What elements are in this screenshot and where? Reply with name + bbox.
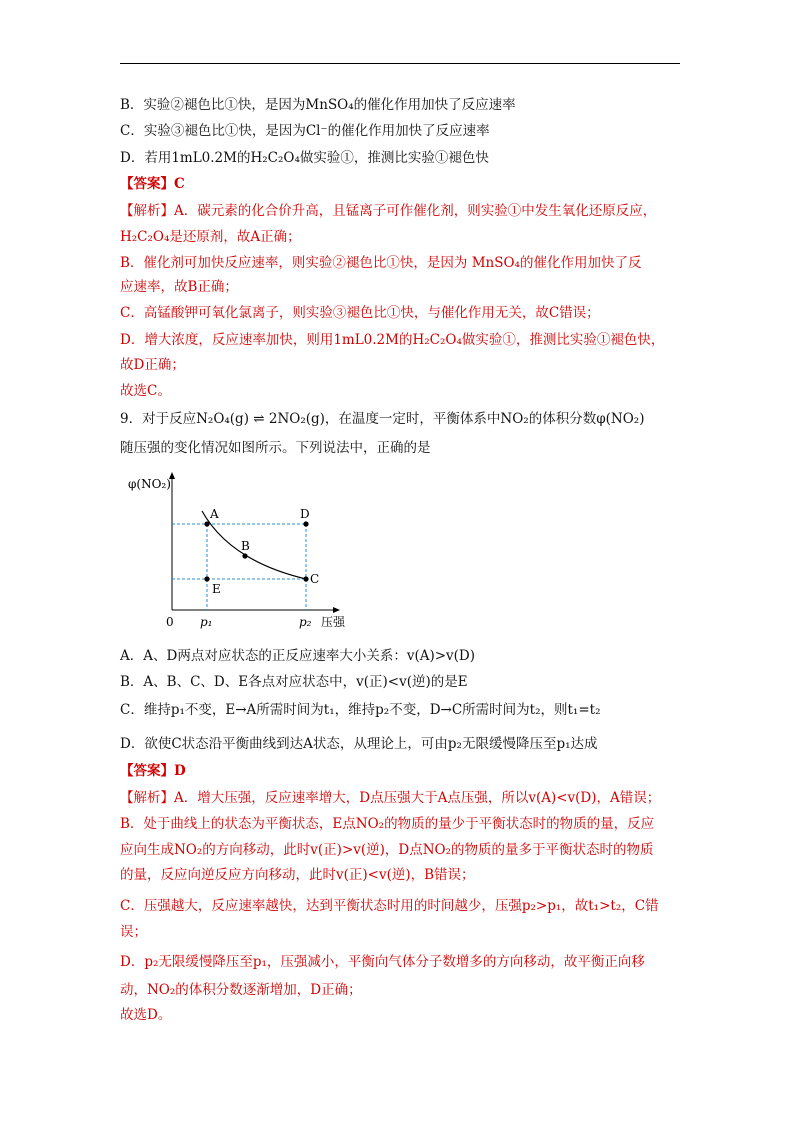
point-c (303, 576, 308, 581)
q8-analysis-line-6: D．增大浓度，反应速率加快，则用1mL0.2M的H₂C₂O₄做实验①，推测比实验①褪色快， (120, 332, 665, 348)
equilibrium-curve (202, 511, 306, 579)
q9-analysis-line-4: 的量，反应向逆反应方向移动，此时v(正)<v(逆)，B错误； (120, 867, 475, 883)
x-axis-arrow (333, 607, 340, 613)
q9-analysis-line-5: C．压强越大，反应速率越快，达到平衡状态时用的时间越少，压强p₂>p₁，故t₁>t₂，C错 (120, 898, 659, 914)
label-a: A (210, 507, 219, 521)
q8-analysis-line-7: 故D正确； (120, 357, 185, 373)
p1-tick-label: p₁ (200, 615, 213, 629)
label-c: C (310, 572, 320, 586)
q8-answer: 【答案】C (120, 176, 185, 192)
q9-option-b: B．A、B、C、D、E各点对应状态中，v(正)<v(逆)的是E (120, 674, 468, 690)
x-axis-label: 压强 (321, 615, 346, 629)
origin-label: 0 (166, 615, 174, 629)
phi-no2-pressure-chart (120, 466, 380, 636)
label-b: B (241, 539, 250, 553)
q9-option-a: A．A、D两点对应状态的正反应速率大小关系：v(A)>v(D) (120, 648, 476, 664)
label-e: E (212, 582, 221, 596)
header-rule (120, 63, 680, 64)
label-d: D (300, 507, 310, 521)
p2-tick-label: p₂ (299, 615, 312, 629)
q8-analysis-line-2: H₂C₂O₄是还原剂，故A正确； (120, 229, 301, 245)
q9-analysis-line-6: 误； (120, 924, 147, 940)
point-e (204, 576, 209, 581)
point-a (204, 521, 209, 526)
q8-option-b: B．实验②褪色比①快，是因为MnSO₄的催化作用加快了反应速率 (120, 97, 516, 113)
q8-analysis-line-4: 应速率，故B正确； (120, 279, 238, 295)
q8-option-c: C．实验③褪色比①快，是因为Cl⁻的催化作用加快了反应速率 (120, 123, 490, 139)
q9-analysis-line-2: B．处于曲线上的状态为平衡状态，E点NO₂的物质的量少于平衡状态时的物质的量，反应 (120, 816, 655, 832)
q9-option-c: C．维持p₁不变，E→A所需时间为t₁，维持p₂不变，D→C所需时间为t₂，则t₁=t₂ (120, 702, 601, 718)
q9-analysis-line-3: 应向生成NO₂的方向移动，此时v(正)>v(逆)，D点NO₂的物质的量多于平衡状态时的物质 (120, 842, 654, 858)
y-axis-label: φ(NO₂) (128, 477, 171, 491)
q8-analysis-line-8: 故选C。 (120, 383, 171, 399)
q9-answer: 【答案】D (120, 763, 186, 779)
q8-analysis-line-5: C．高锰酸钾可氧化氯离子，则实验③褪色比①快，与催化作用无关，故C错误； (120, 305, 600, 321)
q9-stem-line-1: 9．对于反应N₂O₄(g) ⇌ 2NO₂(g)，在温度一定时，平衡体系中NO₂的体积分数φ(NO₂) (120, 411, 645, 427)
q9-option-d: D．欲使C状态沿平衡曲线到达A状态，从理论上，可由p₂无限缓慢降压至p₁达成 (120, 736, 598, 752)
q9-analysis-line-9: 故选D。 (120, 1007, 172, 1023)
point-b (242, 553, 247, 558)
q9-analysis-line-1: 【解析】A．增大压强，反应速率增大，D点压强大于A点压强，所以v(A)<v(D)，A错误； (120, 790, 661, 806)
q9-analysis-line-7: D．p₂无限缓慢降压至p₁，压强减小，平衡向气体分子数增多的方向移动，故平衡正向移 (120, 954, 645, 970)
q9-stem-line-2: 随压强的变化情况如图所示。下列说法中，正确的是 (120, 440, 431, 456)
q8-analysis-line-1: 【解析】A．碳元素的化合价升高，且锰离子可作催化剂，则实验①中发生氧化还原反应， (120, 203, 657, 219)
q8-analysis-line-3: B．催化剂可加快反应速率，则实验②褪色比①快，是因为 MnSO₄的催化作用加快了反 (120, 255, 642, 271)
point-d (303, 521, 308, 526)
q8-option-d: D．若用1mL0.2M的H₂C₂O₄做实验①，推测比实验①褪色快 (120, 150, 489, 166)
q9-analysis-line-8: 动，NO₂的体积分数逐渐增加，D正确； (120, 982, 362, 998)
